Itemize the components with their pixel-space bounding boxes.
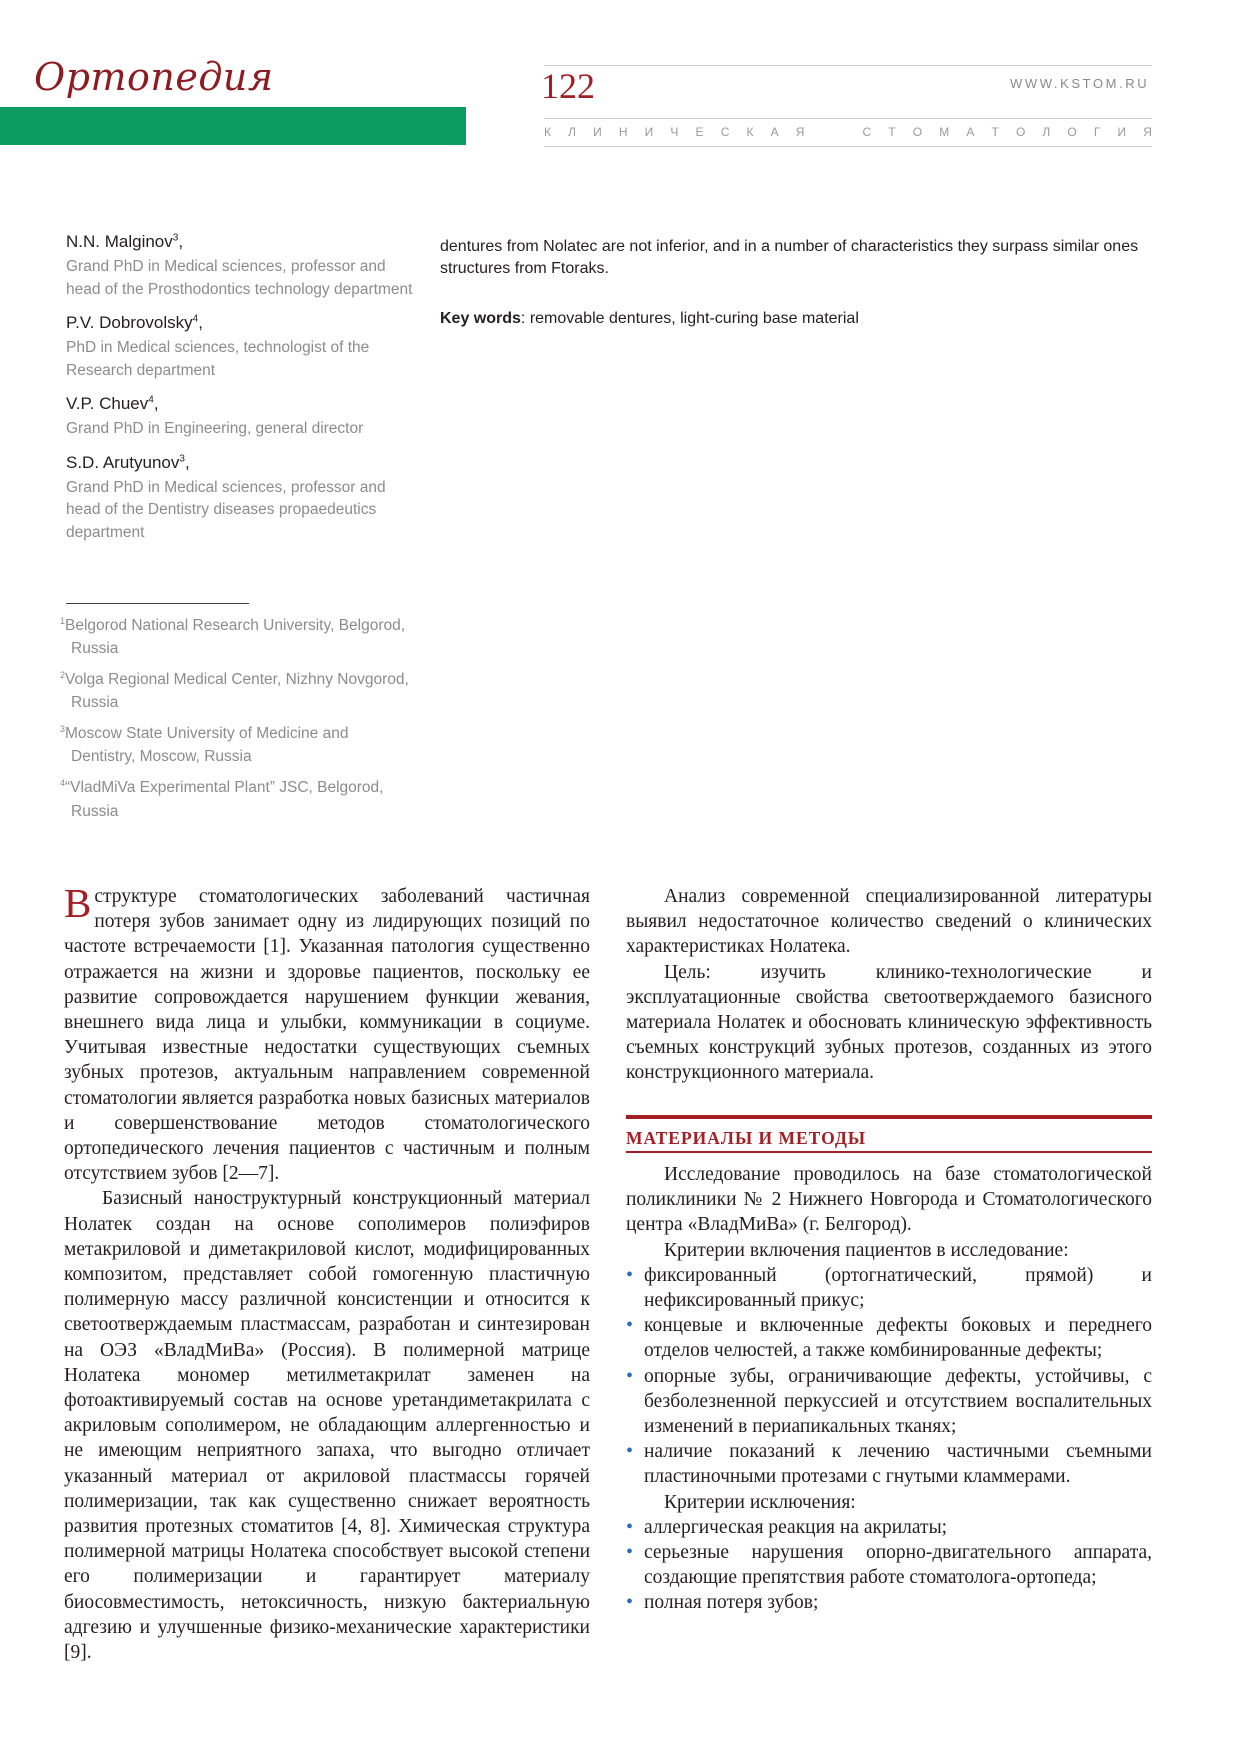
body-column-left (64, 880, 590, 1665)
journal-name-letter: И (1117, 125, 1127, 139)
section-rule (626, 1115, 1152, 1119)
author-entry: V.P. Chuev$^4$, Grand PhD in Engineering, general director (66, 394, 416, 441)
author-title: Grand PhD in Medical sciences, professor and head of the Prosthodontics technology department (66, 258, 413, 298)
header-rule (544, 118, 1152, 119)
affiliation: $^3$Moscow State University of Medicine and Dentistry, Moscow, Russia (60, 724, 349, 766)
journal-name-letter: Л (568, 125, 576, 139)
list-item: • серьезные нарушения опорно-двигательного аппарата, создающие препятствия работе стоматолога-ортопеда; (626, 1540, 1152, 1590)
author-list (66, 232, 416, 556)
list-item: • опорные зубы, ограничивающие дефекты, устойчивы, с безболезненной перкуссией и отсутствием воспалительных изменений в периапикальных тканях; (626, 1364, 1152, 1440)
journal-name-letter: О (1015, 125, 1026, 139)
drop-cap: В (64, 880, 92, 926)
paragraph: Анализ современной специализированной литературы выявил недостаточное количество сведений о клинических характеристиках Нолатека. (626, 886, 1152, 958)
journal-name-letter: М (939, 125, 950, 139)
body-column-right (626, 884, 1152, 1086)
header-rule (544, 146, 1152, 147)
author-title: Grand PhD in Engineering, general director (66, 420, 364, 437)
affiliation: $^2$Volga Regional Medical Center, Nizhny Novgorod, Russia (60, 670, 409, 712)
section-color-band (0, 107, 466, 145)
journal-name-letter: Е (695, 125, 704, 139)
journal-name-letter (822, 125, 825, 139)
list-item: • аллергическая реакция на акрилаты; (626, 1515, 1152, 1540)
author-entry: S.D. Arutyunov$^3$, Grand PhD in Medical sciences, professor and head of the Dentistry diseases propaedeutics department (66, 453, 416, 545)
journal-name-letter: С (862, 125, 872, 139)
author-affiliation-mark: 3 (179, 452, 185, 464)
journal-name-letter: С (720, 125, 730, 139)
author-entry: P.V. Dobrovolsky$^4$, PhD in Medical sciences, technologist of the Research department (66, 313, 416, 382)
journal-name-letter: К (544, 125, 551, 139)
journal-name-letter: И (644, 125, 654, 139)
journal-name-letter: Я (1143, 125, 1152, 139)
inclusion-criteria-list (626, 1263, 1152, 1490)
paragraph: В структуре стоматологических заболеваний частичная потеря зубов занимает одну из лидирующих позиций по частоте встречаемости [1]. Указанная патология существенно отражается на жизни и здоровье пациентов, поскольку ее развитие сопровождается нарушением функции жевания, внешнего вида лица и улыбки, коммуникации в социуме. Учитывая известные недостатки существующих съемных зубных протезов, актуальным направлением современной стоматологии является разработка новых базисных материалов и совершенствование методов стоматологического ортопедического лечения пациентов с частичным и полным отсутствием зубов [2—7]. (64, 880, 590, 1185)
section-heading: МАТЕРИАЛЫ И МЕТОДЫ (626, 1128, 867, 1148)
journal-name-letter: К (746, 125, 754, 139)
author-affiliation-mark: 4 (192, 313, 199, 325)
page-number: 122 (541, 66, 595, 106)
affiliation: $^4$“VladMiVa Experimental Plant” JSC, Belgorod, Russia (60, 778, 384, 820)
journal-name (544, 125, 1152, 139)
journal-name-letter: И (593, 125, 602, 139)
keywords-list: : removable dentures, light-curing base material (520, 310, 859, 327)
journal-name-letter: Н (618, 125, 628, 139)
author-name: N.N. Malginov (66, 232, 173, 251)
body-column-right-methods (626, 1162, 1152, 1616)
paragraph: Исследование проводилось на базе стоматологической поликлиники № 2 Нижнего Новгорода и Стоматологического центра «ВладМиВа» (г. Белгород). (626, 1164, 1152, 1236)
journal-name-letter: О (1067, 125, 1077, 139)
keywords (440, 310, 1160, 328)
author-title: PhD in Medical sciences, technologist of the Research department (66, 339, 370, 379)
keywords-label: Key words (440, 310, 521, 327)
journal-name-letter: Я (795, 125, 805, 139)
abstract-text: dentures from Nolatec are not inferior, and in a number of characteristics they surpass similar ones structures from Ftoraks. (440, 238, 1139, 277)
list-heading: Критерии исключения: (664, 1491, 856, 1513)
list-heading: Критерии включения пациентов в исследование: (664, 1239, 1069, 1261)
journal-name-letter: А (966, 125, 975, 139)
journal-name-letter: Т (888, 125, 896, 139)
list-item: • концевые и включенные дефекты боковых и переднего отделов челюстей, а также комбинированные дефекты; (626, 1313, 1152, 1363)
journal-name-letter: Г (1093, 125, 1101, 139)
author-entry: N.N. Malginov$^3$, Grand PhD in Medical sciences, professor and head of the Prosthodontics technology department (66, 232, 416, 301)
site-url[interactable]: WWW.KSTOM.RU (1010, 76, 1150, 91)
author-affiliation-mark: 3 (172, 232, 179, 244)
list-item: • фиксированный (ортогнатический, прямой) и нефиксированный прикус; (626, 1263, 1152, 1313)
author-name: V.P. Chuev (66, 394, 149, 413)
list-item: • полная потеря зубов; (626, 1590, 1152, 1615)
journal-name-letter: Т (991, 125, 999, 139)
author-title: Grand PhD in Medical sciences, professor and head of the Dentistry diseases propaedeutics department (66, 478, 386, 541)
header-rule (544, 65, 1152, 66)
paragraph: Базисный наноструктурный конструкционный материал Нолатек создан на основе сополимеров полиэфиров метакриловой и диметакриловой кислот, модифицированных композитом, представляет собой гомогенную пластичную полимерную массу различной консистенции и относится к светоотверждаемым пластмассам, разработан и синтезирован на ОЭЗ «ВладМиВа» (Россия). В полимерной матрице Нолатека мономер метилметакрилат заменен на фотоактивируемый состав на основе уретандиметакрилата с акриловым сополимером, не обладающим аллергенностью и не имеющим неприятного запаха, что выгодно отличает указанный материал от акриловой пластмассы горячей полимеризации, так как существенно снижает вероятность развития протезных стоматитов [4, 8]. Химическая структура полимерной матрицы Нолатека способствует высокой степени его полимеризации и гарантирует материалу биосовместимость, нетоксичность, низкую бактериальную адгезию и улучшенные физико-механические характеристики [9]. (64, 1188, 590, 1664)
section-label: Ортопедия (34, 55, 274, 99)
exclusion-criteria-list (626, 1515, 1152, 1616)
journal-name-letter: Л (1042, 125, 1051, 139)
journal-name-letter: О (912, 125, 923, 139)
author-name: S.D. Arutyunov (66, 452, 180, 472)
affiliation-divider (66, 603, 249, 604)
journal-name-letter: А (770, 125, 779, 139)
journal-name-letter: Ч (670, 125, 679, 139)
section-rule (626, 1151, 1152, 1153)
journal-name-letter (842, 125, 845, 139)
affiliation-list (60, 610, 410, 827)
affiliation: $^1$Belgorod National Research University, Belgorod, Russia (60, 616, 406, 658)
author-affiliation-mark: 4 (148, 394, 154, 406)
list-item: • наличие показаний к лечению частичными съемными пластиночными протезами с гнутыми кламмерами. (626, 1439, 1152, 1489)
paragraph: Цель: изучить клинико-технологические и эксплуатационные свойства светоотверждаемого базисного материала Нолатек и обосновать клиническую эффективность съемных конструкций зубных протезов, созданных из этого конструкционного материала. (626, 961, 1152, 1084)
author-name: P.V. Dobrovolsky (66, 313, 193, 332)
